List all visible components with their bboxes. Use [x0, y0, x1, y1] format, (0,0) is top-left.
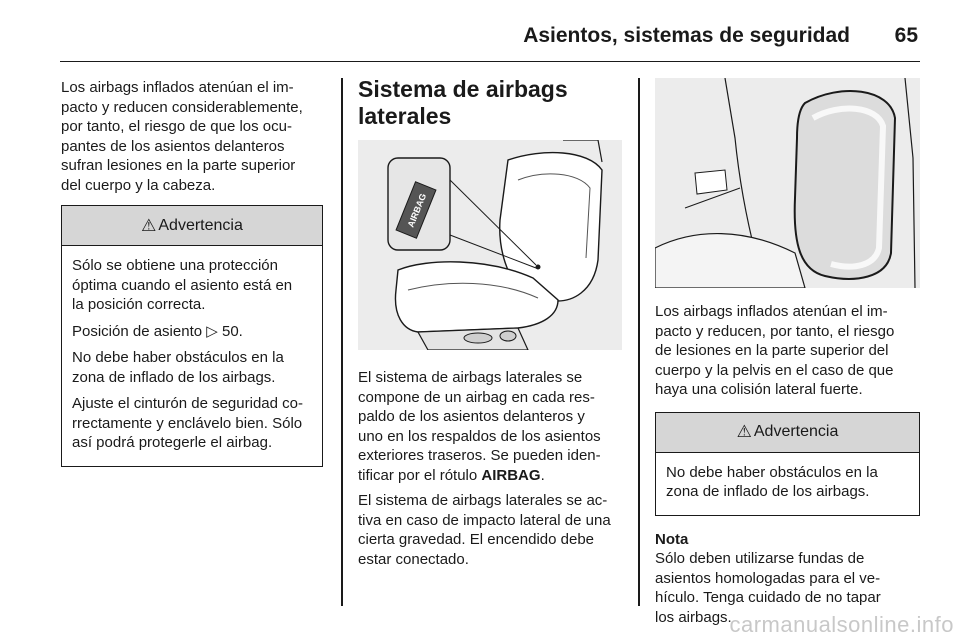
section-title: Sistema de airbags laterales — [358, 76, 568, 129]
seat-airbag-illustration — [358, 140, 622, 350]
page-ref-link[interactable]: 50. — [217, 322, 243, 340]
column-1 — [61, 78, 323, 467]
description-paragraph — [358, 368, 622, 485]
seat-drawing — [358, 140, 622, 350]
column-2 — [358, 78, 622, 575]
page-title: Asientos, sistemas de seguridad — [523, 24, 850, 47]
warning-paragraph-ref — [72, 322, 312, 342]
column-divider-right — [638, 78, 640, 606]
description-text: El sistema de airbags laterales se compone de un airbag en cada res- paldo de los asientos delanteros y uno en los respaldos de los asientos exteriores traseros. Se pueden iden- tificar por el rótulo — [358, 369, 601, 484]
warning-header — [62, 206, 322, 246]
warning-icon: ⚠ — [141, 215, 157, 235]
warning-icon: ⚠ — [736, 422, 752, 442]
warning-body — [62, 246, 322, 466]
airbag-term: AIRBAG — [481, 466, 541, 484]
ref-text: Posición de asiento — [72, 322, 207, 340]
activation-paragraph: El sistema de airbags laterales se ac- tiva en caso de impacto lateral de una cierta gravedad. El encendido debe estar conectado. — [358, 492, 611, 568]
note-label: Nota — [655, 530, 689, 548]
warning-title-2: Advertencia — [753, 423, 839, 441]
inflated-airbag-illustration — [655, 78, 920, 288]
column-3 — [655, 78, 920, 633]
description-end: . — [540, 466, 545, 484]
warning-paragraph: No debe haber obstáculos en la zona de inflado de los airbags. — [72, 349, 284, 386]
warning-box-2 — [655, 412, 920, 516]
airbag-label: AIRBAG — [405, 192, 429, 229]
warning-header-2 — [656, 413, 919, 453]
page-number: 65 — [894, 24, 918, 47]
warning-paragraph: Sólo se obtiene una protección óptima cuando el asiento está en la posición correcta. — [72, 257, 293, 313]
intro-paragraph: Los airbags inflados atenúan el im- pacto y reducen considerablemente, por tanto, el riesgo de que los ocu- pantes de los asientos delanteros sufran lesiones en la parte superior del cuerpo y la cabeza. — [61, 79, 303, 194]
page-ref-icon: ▷ — [206, 322, 218, 340]
column-divider-left — [341, 78, 343, 606]
effect-paragraph: Los airbags inflados atenúan el im- pacto y reducen, por tanto, el riesgo de lesiones en la parte superior del cuerpo y la pelvis en el caso de que haya una colisión lateral fuerte. — [655, 303, 895, 398]
warning-body-2 — [656, 453, 919, 515]
warning-paragraph-2: No debe haber obstáculos en la zona de inflado de los airbags. — [666, 463, 878, 500]
warning-title: Advertencia — [158, 216, 243, 234]
watermark: carmanualsonline.info — [729, 612, 954, 637]
warning-paragraph: Ajuste el cinturón de seguridad co- rrectamente y enclávelo bien. Sólo así podrá protegerle el airbag. — [72, 395, 303, 451]
note-text: Sólo deben utilizarse fundas de asientos homologadas para el ve- hículo. Tenga cuidado de no tapar los airbags. — [655, 550, 881, 626]
warning-box — [61, 205, 323, 467]
page-header — [60, 18, 920, 62]
airbag-drawing — [655, 78, 920, 288]
